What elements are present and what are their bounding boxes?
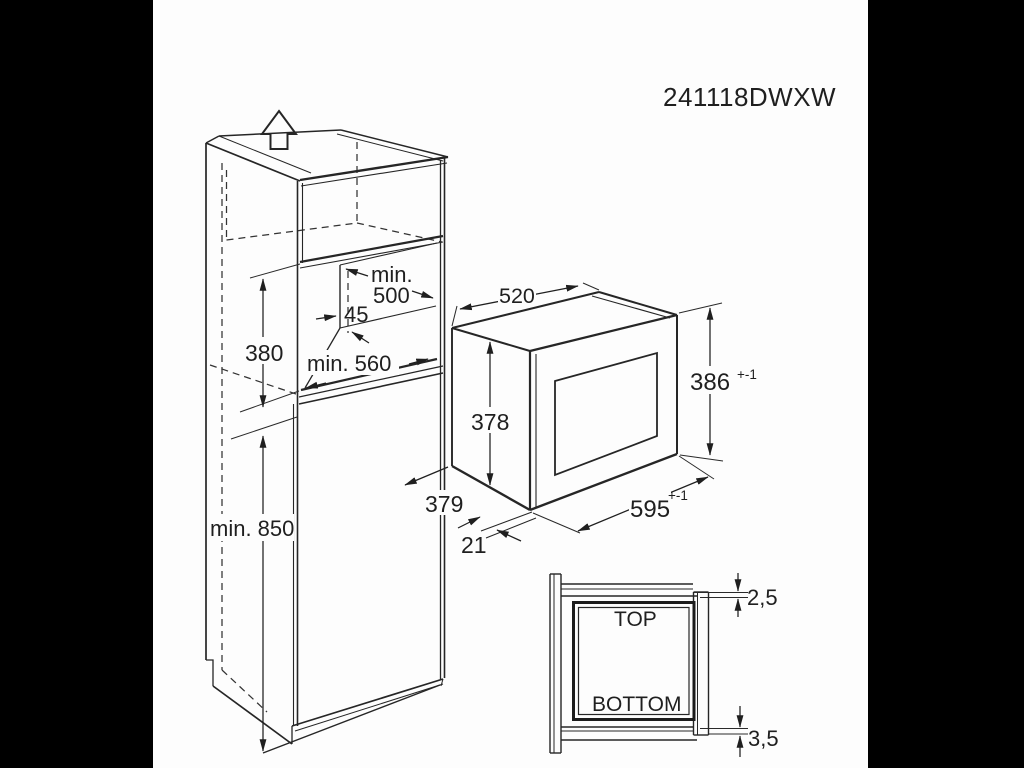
dim-label-body-height: 378 (471, 409, 510, 435)
dim-niche-height (240, 264, 300, 412)
lift-up-arrow-icon (262, 111, 296, 149)
cabinet-hidden-edges (210, 142, 442, 712)
pillarbox-right (868, 0, 1024, 768)
detail-microwave-section (574, 603, 695, 720)
dim-label-frame-overhang: 21 (461, 532, 487, 558)
dim-label-front-height-tolerance: +-1 (737, 367, 757, 382)
model-number: 241118DWXW (663, 82, 837, 112)
pillarbox-left (0, 0, 153, 768)
dim-label-body-depth: 379 (425, 491, 464, 517)
dim-label-niche-height: 380 (245, 340, 284, 366)
dim-body-height (470, 342, 510, 485)
dim-label-floor-height: min. 850 (210, 516, 295, 541)
dim-label-front-height: 386 (690, 369, 731, 396)
dim-top-gap (694, 573, 778, 617)
dim-label-front-width-tolerance: +-1 (668, 488, 688, 503)
dim-frame-overhang (461, 530, 521, 558)
dim-front-height (679, 303, 757, 461)
diagram-canvas (153, 0, 868, 768)
dim-bottom-gap (700, 706, 779, 757)
detail-bottom-label: BOTTOM (592, 693, 682, 716)
detail-top-label: TOP (614, 608, 657, 631)
dim-label-niche-width-prefix: min. (371, 262, 413, 287)
installation-diagram (153, 0, 868, 768)
microwave-drawing (405, 283, 757, 558)
dim-label-niche-depth: min. 560 (307, 351, 392, 376)
dim-label-top-width: 520 (499, 284, 535, 308)
dim-label-bottom-gap: 3,5 (748, 726, 779, 751)
dim-front-width (533, 456, 714, 533)
cabinet-drawing (206, 111, 448, 753)
dim-label-rear-gap: 45 (344, 302, 369, 327)
dim-rear-gap (316, 302, 369, 343)
dim-label-top-gap: 2,5 (747, 585, 778, 610)
microwave-door-window (555, 353, 657, 475)
dim-top-width (452, 283, 599, 326)
dim-label-niche-width-value: 500 (373, 283, 410, 308)
cabinet-outline (206, 130, 448, 753)
dim-label-front-width: 595 (630, 496, 671, 523)
section-detail-drawing (550, 573, 779, 757)
